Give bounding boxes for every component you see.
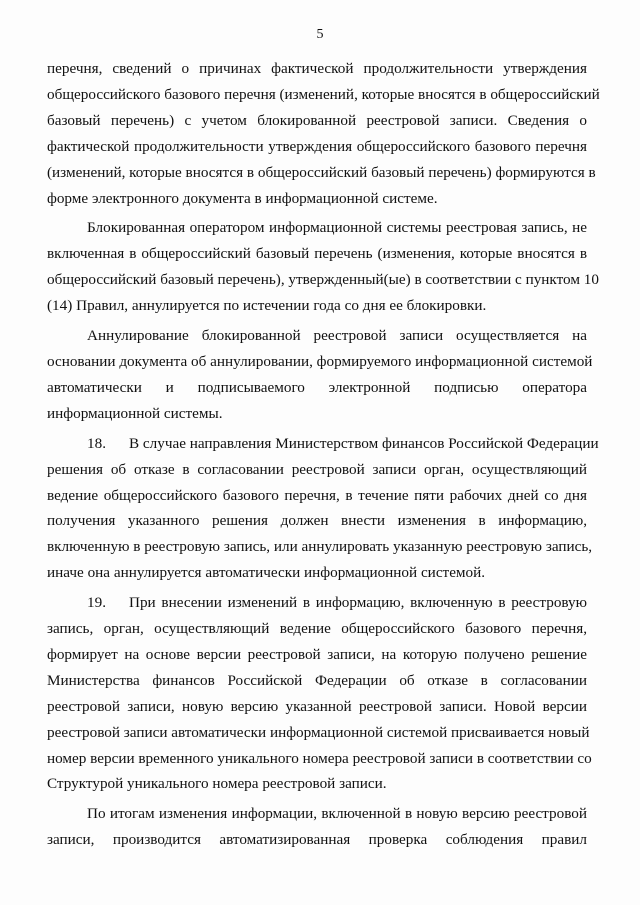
item-number: 18. bbox=[87, 434, 106, 452]
paragraph-continuation bbox=[47, 56, 600, 211]
text-line: (изменений, которые вносятся в общероссийский базовый перечень) формируются в bbox=[47, 163, 596, 181]
text-line: основании документа об аннулировании, формируемого информационной системой bbox=[47, 352, 593, 370]
paragraph-blocked-record bbox=[47, 215, 599, 319]
text-line: запись, орган, осуществляющий ведение общероссийского базового перечня, bbox=[47, 620, 587, 638]
text-line: информационной системы. bbox=[47, 404, 223, 422]
text-line: Министерства финансов Российской Федерации об отказе в согласовании bbox=[47, 671, 587, 689]
text-line: реестровой записи автоматически информационной системой присваивается новый bbox=[47, 723, 590, 741]
text-line: формирует на основе версии реестровой записи, на которую получено решение bbox=[47, 645, 587, 663]
text-line: По итогам изменения информации, включенной в новую версию реестровой bbox=[87, 805, 587, 823]
text-line-content: При внесении изменений в информацию, включенную в реестровую bbox=[129, 594, 587, 612]
text-line: общероссийский базовый перечень), утвержденный(ые) в соответствии с пунктом 10 bbox=[47, 271, 599, 289]
text-line: ведение общероссийского базового перечня, в течение пяти рабочих дней со дня bbox=[47, 486, 587, 504]
text-line bbox=[47, 590, 587, 616]
text-line bbox=[47, 431, 599, 457]
text-line: записи, производится автоматизированная проверка соблюдения правил bbox=[47, 831, 587, 849]
text-line: Блокированная оператором информационной системы реестровая запись, не bbox=[87, 219, 587, 237]
document-body bbox=[47, 56, 600, 853]
text-line: (14) Правил, аннулируется по истечении года со дня ее блокировки. bbox=[47, 297, 487, 315]
text-line: общероссийского базового перечня (изменений, которые вносятся в общероссийский bbox=[47, 85, 600, 103]
paragraph-item-19 bbox=[47, 590, 592, 797]
page-number: 5 bbox=[316, 27, 324, 42]
text-line: реестровой записи, новую версию указанной реестровой записи. Новой версии bbox=[47, 697, 587, 715]
text-line: включенная в общероссийский базовый перечень (изменения, которые вносятся в bbox=[47, 245, 587, 263]
paragraph-verification bbox=[47, 801, 587, 853]
item-number: 19. bbox=[87, 594, 106, 612]
text-line: фактической продолжительности утверждения общероссийского базового перечня bbox=[47, 137, 587, 155]
text-line: форме электронного документа в информационной системе. bbox=[47, 189, 438, 207]
text-line-content: В случае направления Министерством финансов Российской Федерации bbox=[129, 434, 599, 452]
text-line: автоматически и подписываемого электронной подписью оператора bbox=[47, 378, 587, 396]
text-line: включенную в реестровую запись, или аннулировать указанную реестровую запись, bbox=[47, 538, 593, 556]
text-line: номер версии временного уникального номера реестровой записи в соответствии со bbox=[47, 749, 592, 767]
text-line: получения указанного решения должен внести изменения в информацию, bbox=[47, 512, 587, 530]
text-line: перечня, сведений о причинах фактической продолжительности утверждения bbox=[47, 60, 587, 77]
text-line: Структурой уникального номера реестровой записи. bbox=[47, 775, 387, 793]
text-line: иначе она аннулируется автоматически информационной системой. bbox=[47, 564, 486, 582]
paragraph-item-18 bbox=[47, 431, 599, 586]
text-line: Аннулирование блокированной реестровой записи осуществляется на bbox=[87, 327, 587, 345]
text-line: решения об отказе в согласовании реестровой записи орган, осуществляющий bbox=[47, 460, 587, 478]
paragraph-annulment bbox=[47, 323, 593, 427]
text-line: базовый перечень) с учетом блокированной реестровой записи. Сведения о bbox=[47, 111, 587, 129]
